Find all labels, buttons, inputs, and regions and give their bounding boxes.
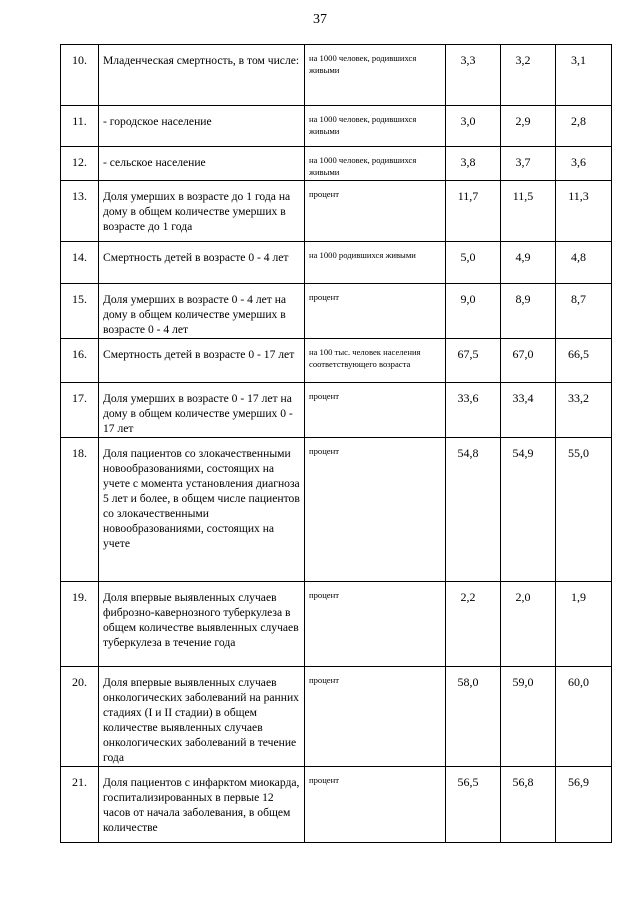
value-cell: 2,9 <box>501 106 556 147</box>
value-cell: 1,9 <box>556 582 612 667</box>
indicator-name: Доля впервые выявленных случаев фиброзно-кавернозного туберкулеза в общем количестве выявленных случаев туберкулеза в течение года <box>99 582 305 667</box>
value-cell: 8,7 <box>556 284 612 339</box>
value-cell: 33,6 <box>446 383 501 438</box>
indicator-name: Смертность детей в возрасте 0 - 4 лет <box>99 242 305 284</box>
value-cell: 59,0 <box>501 667 556 767</box>
value-cell: 4,8 <box>556 242 612 284</box>
unit-cell: процент <box>305 438 446 582</box>
row-number: 10. <box>61 45 99 106</box>
indicator-name: Доля умерших в возрасте 0 - 17 лет на дому в общем количестве умерших 0 - 17 лет <box>99 383 305 438</box>
value-cell: 11,5 <box>501 181 556 242</box>
page-number: 37 <box>313 12 327 27</box>
indicator-name: - сельское население <box>99 147 305 181</box>
indicator-name: Доля пациентов с инфарктом миокарда, госпитализированных в первые 12 часов от начала заболевания, в общем количестве <box>99 767 305 843</box>
value-cell: 33,2 <box>556 383 612 438</box>
table-row <box>61 339 612 383</box>
value-cell: 5,0 <box>446 242 501 284</box>
table-row <box>61 438 612 582</box>
value-cell: 3,7 <box>501 147 556 181</box>
unit-cell: процент <box>305 667 446 767</box>
value-cell: 8,9 <box>501 284 556 339</box>
value-cell: 2,2 <box>446 582 501 667</box>
value-cell: 60,0 <box>556 667 612 767</box>
value-cell: 3,2 <box>501 45 556 106</box>
row-number: 19. <box>61 582 99 667</box>
row-number: 18. <box>61 438 99 582</box>
row-number: 20. <box>61 667 99 767</box>
indicator-name: Доля умерших в возрасте 0 - 4 лет на дому в общем количестве умерших в возрасте 0 - 4 лет <box>99 284 305 339</box>
value-cell: 54,8 <box>446 438 501 582</box>
unit-cell: на 1000 человек, родившихся живыми <box>305 45 446 106</box>
table-row <box>61 45 612 106</box>
value-cell: 2,0 <box>501 582 556 667</box>
indicator-name: Доля пациентов со злокачественными новообразованиями, состоящих на учете с момента установления диагноза 5 лет и более, в общем числе пациентов со злокачественными новообразованиями, состоящих на учете <box>99 438 305 582</box>
value-cell: 56,9 <box>556 767 612 843</box>
table-row <box>61 147 612 181</box>
table-row <box>61 582 612 667</box>
table-row <box>61 242 612 284</box>
value-cell: 3,3 <box>446 45 501 106</box>
value-cell: 67,0 <box>501 339 556 383</box>
row-number: 13. <box>61 181 99 242</box>
row-number: 12. <box>61 147 99 181</box>
unit-cell: процент <box>305 383 446 438</box>
value-cell: 33,4 <box>501 383 556 438</box>
value-cell: 54,9 <box>501 438 556 582</box>
table-row <box>61 181 612 242</box>
row-number: 21. <box>61 767 99 843</box>
table-row <box>61 667 612 767</box>
value-cell: 3,6 <box>556 147 612 181</box>
value-cell: 3,8 <box>446 147 501 181</box>
unit-cell: процент <box>305 767 446 843</box>
unit-cell: на 1000 человек, родившихся живыми <box>305 106 446 147</box>
row-number: 11. <box>61 106 99 147</box>
value-cell: 55,0 <box>556 438 612 582</box>
row-number: 14. <box>61 242 99 284</box>
indicator-name: Младенческая смертность, в том числе: <box>99 45 305 106</box>
indicator-name: Доля умерших в возрасте до 1 года на дому в общем количестве умерших в возрасте до 1 года <box>99 181 305 242</box>
unit-cell: процент <box>305 284 446 339</box>
unit-cell: процент <box>305 582 446 667</box>
indicator-name: Доля впервые выявленных случаев онкологических заболеваний на ранних стадиях (I и II стадии) в общем количестве выявленных случаев онкологических заболеваний в течение года <box>99 667 305 767</box>
value-cell: 56,8 <box>501 767 556 843</box>
value-cell: 9,0 <box>446 284 501 339</box>
table-row <box>61 767 612 843</box>
value-cell: 4,9 <box>501 242 556 284</box>
value-cell: 66,5 <box>556 339 612 383</box>
indicator-name: Смертность детей в возрасте 0 - 17 лет <box>99 339 305 383</box>
unit-cell: процент <box>305 181 446 242</box>
row-number: 17. <box>61 383 99 438</box>
row-number: 15. <box>61 284 99 339</box>
unit-cell: на 1000 человек, родившихся живыми <box>305 147 446 181</box>
table-row <box>61 106 612 147</box>
table-row <box>61 284 612 339</box>
value-cell: 2,8 <box>556 106 612 147</box>
value-cell: 67,5 <box>446 339 501 383</box>
value-cell: 3,0 <box>446 106 501 147</box>
unit-cell: на 100 тыс. человек населения соответствующего возраста <box>305 339 446 383</box>
value-cell: 3,1 <box>556 45 612 106</box>
value-cell: 56,5 <box>446 767 501 843</box>
unit-cell: на 1000 родившихся живыми <box>305 242 446 284</box>
indicators-table <box>60 44 612 843</box>
row-number: 16. <box>61 339 99 383</box>
value-cell: 58,0 <box>446 667 501 767</box>
table-row <box>61 383 612 438</box>
indicator-name: - городское население <box>99 106 305 147</box>
value-cell: 11,7 <box>446 181 501 242</box>
value-cell: 11,3 <box>556 181 612 242</box>
